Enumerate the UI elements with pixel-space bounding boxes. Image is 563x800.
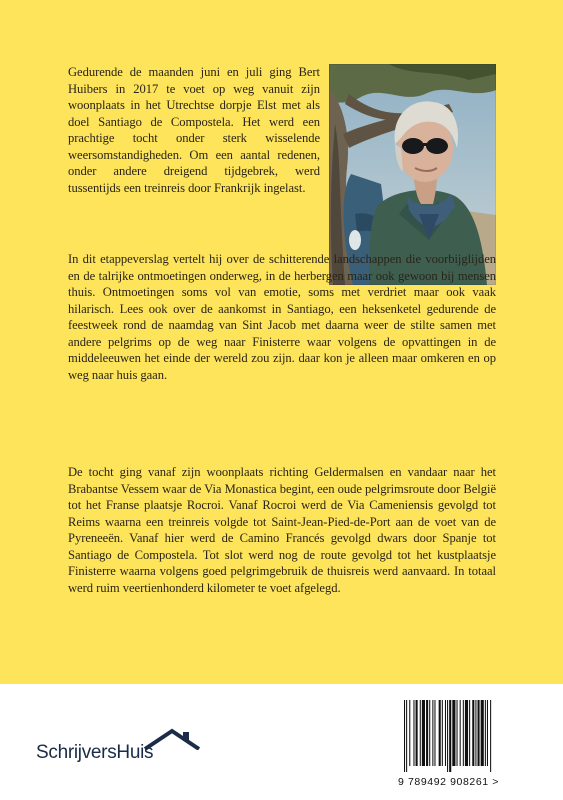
barcode-bar xyxy=(449,700,451,772)
barcode-bar xyxy=(447,700,448,772)
barcode-bar xyxy=(478,700,480,766)
publisher-logo xyxy=(36,728,206,774)
barcode-bar xyxy=(434,700,435,766)
barcode-bar xyxy=(463,700,464,766)
barcode-bar xyxy=(406,700,407,772)
barcode-bar xyxy=(439,700,441,766)
barcode-bar xyxy=(481,700,484,766)
barcode-bar xyxy=(452,700,455,766)
isbn-number: 9 789492 908261 > xyxy=(398,776,499,788)
barcode-bar xyxy=(457,700,458,766)
barcode-bar xyxy=(416,700,418,766)
barcode-bar xyxy=(487,700,488,766)
barcode-bar xyxy=(420,700,421,766)
barcode-bar xyxy=(409,700,410,766)
barcode-bar xyxy=(445,700,446,766)
back-cover-footer xyxy=(0,684,563,800)
barcode-bar xyxy=(465,700,468,766)
barcode-bar xyxy=(426,700,428,766)
barcode-bar xyxy=(469,700,470,766)
barcode-bar xyxy=(404,700,405,772)
barcode-bar xyxy=(422,700,425,766)
barcode-bar xyxy=(460,700,461,766)
barcode-bar xyxy=(490,700,491,772)
barcode-bar xyxy=(472,700,474,766)
barcode-bar xyxy=(413,700,414,766)
route-paragraph: De tocht ging vanaf zijn woonplaats richting Geldermalsen en vandaar naar het Brabantse Vessem waar de Via Monastica begint, een oude pelgrimsroute door België tot het Franse plaatsje Rocroi. Vanaf Rocroi werd de Via Cameniensis gevolgd tot Reims waarna een treinreis volgde tot Saint-Jean-Pied-de-Port aan de voet van de Pyreneeën. Vanaf hier werd de Camino Francés gevolgd dwars door Spanje tot Santiago de Compostela. Tot slot werd nog de route gevolgd tot het kustplaatsje Finisterre waarna volgens goed pelgrimgebruik de thuisreis werd aanvaard. In totaal werd ruim veertienhonderd kilometer te voet afgelegd. xyxy=(68,465,496,595)
ean-barcode xyxy=(402,700,530,772)
story-paragraph: In dit etappeverslag vertelt hij over de schitterende landschappen die voorbijglijden en de talrijke ontmoetingen onderweg, in de herbergen maar ook gewoon bij mensen thuis. Ontmoetingen soms vol van emotie, soms met verdriet maar ook vaak hilarisch. Lees ook over de aankomst in Santiago, een heksenketel gedurende de feestweek rond de naamdag van Sint Jacob met daarna weer de stilte samen met andere pelgrims op de weg naar Finisterre waar volgens de opvattingen in de middeleeuwen het einde der wereld zou zijn. daar kon je alleen maar omkeren en op weg naar huis gaan. xyxy=(68,252,496,382)
barcode-bar xyxy=(429,700,430,766)
barcode-bar xyxy=(485,700,486,766)
barcode xyxy=(402,700,530,772)
barcode-bar xyxy=(432,700,433,766)
intro-paragraph: Gedurende de maanden juni en juli ging Bert Huibers in 2017 te voet op weg vanuit zijn woonplaats in het Utrechtse dorpje Elst met als doel Santiago de Compostela. Het werd een prachtige tocht onder sterk wisselende weersomstandigheden. Om een aantal redenen, onder andere dreigend tijdgebrek, werd tussentijds een treinreis door Frankrijk ingelast. xyxy=(68,65,320,195)
barcode-bar xyxy=(442,700,443,766)
barcode-bar xyxy=(475,700,476,766)
publisher-name: SchrijversHuis xyxy=(36,742,154,763)
